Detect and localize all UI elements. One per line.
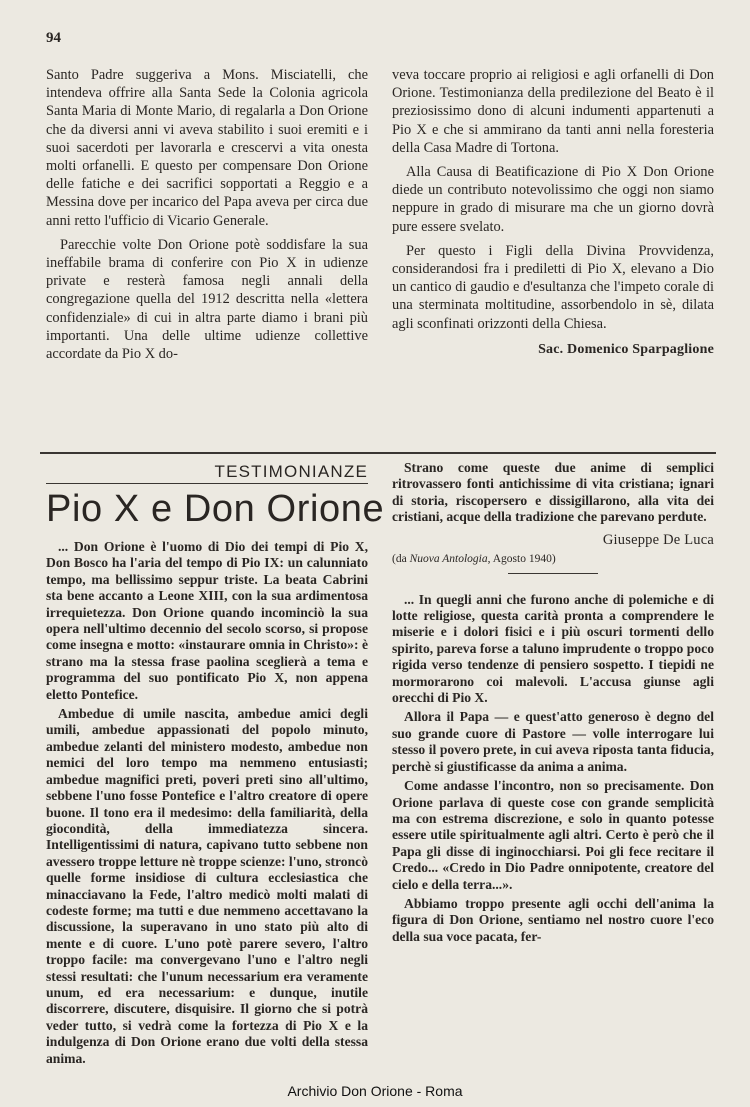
source-suffix: , Agosto 1940) xyxy=(487,552,556,565)
top-left-paragraph: Santo Padre suggeriva a Mons. Misciatelli, che intendeva offrire alla Santa Sede la Colonia agricola Santa Maria di Monte Mario, di regalarla a Don Orione che da diversi anni vi aveva stabilito i suoi eremiti e i suoi sacerdoti per lavorarla e crescervi a vita onesta molti orfanelli. E questo per compensare Don Orione delle fatiche e dei sacrifici sopportati a Reggio e a Messina dove per incarico del Papa aveva per circa due anni retto l'ufficio di Vicario Generale. xyxy=(46,67,368,229)
testimonianze-paragraph: ... Don Orione è l'uomo di Dio dei tempi di Pio X, Don Bosco ha l'aria del tempo di Pio IX: un calunniato tempo, ma bellissimo seppur triste. La beata Cabrini sta bene accanto a Leone XIII, con la sua ardimentosa irrequietezza. Don Orione quando incominciò la sua opera nell'ultimo decennio del secolo scorso, si propose come insegna e motto: «instaurare omnia in Christo»: è strano ma la stessa frase paolina sceglierà a tema e programma del suo pontificato Pio X, non appena eletto Pontefice. xyxy=(46,539,368,702)
source-title: Nuova Antologia xyxy=(409,552,488,565)
author-signature: Sac. Domenico Sparpaglione xyxy=(538,341,714,357)
continuation-paragraph: Allora il Papa — e quest'atto generoso è degno del suo grande cuore di Pastore — volle interrogare lui stesso il povero prete, in cui aveva riposta tanta fiducia, perchè si giustificasse da anima a anima. xyxy=(392,709,714,774)
top-right-paragraph: veva toccare proprio ai religiosi e agli orfanelli di Don Orione. Testimonianza della predilezione del Beato è il preziosissimo dono di alcuni indumenti appartenuti a Pio X e che si ammirano da tanti anni nella foresteria della Casa Madre di Tortona. xyxy=(392,67,714,156)
archive-footer: Archivio Don Orione - Roma xyxy=(287,1083,463,1099)
top-article xyxy=(46,66,714,369)
testimonianze-paragraph: Ambedue di umile nascita, ambedue amici degli umili, ambedue appassionati del popolo minuto, ambedue zelanti del ministero modesto, ambedue non nemici del loro tempo ma nemmeno entusiasti; ambedue magnifici preti, poveri preti sino all'ultimo, sebbene l'uno fosse Pontefice e l'altro creatore di opere buone. Il tono era il medesimo: della familiarità, della giocondità, della immediatezza sincera. Intelligentissimi di natura, capivano tutto sebbene non avessero troppe letture nè troppe scienze: l'uno, stroncò quelle forme insidiose di cultura ecclesiastica che minacciavano la Fede, l'altro medicò molti malati di codeste forme; ma tutti e due nemmeno accettavano la discussione, la superavano in uno stato più alto di mente e di cuore. L'uno potè parere severo, l'altro troppo facile: ma convergevano l'uno e l'altro negli stessi resultati: che l'unum necessarium era veramente unum, ed era necessarium: e dunque, inutile discorrere, discutere, disquisire. Il giorno che si potrà veder tutto, si vedrà come la fortezza di Pio X e la indulgenza di Don Orione erano due volti della stessa anima. xyxy=(46,706,368,1066)
page-number: 94 xyxy=(46,30,61,46)
top-article-right-column xyxy=(392,66,714,369)
continuation-paragraph: ... In quegli anni che furono anche di polemiche e di lotte religiose, questa carità pronta a comprendere le miserie e i dolori fisici e i più oscuri tormenti dello spirito, pareva forse a taluno imprudente o troppo poco rigida verso tendenze di pensiero sospetto. I tiepidi ne mormorarono coi malevoli. L'accusa giunse agli orecchi di Pio X. xyxy=(392,591,714,706)
top-left-paragraph: Parecchie volte Don Orione potè soddisfare la sua ineffabile brama di conferire con Pio X in udienze private e resterà famosa negli annali della congregazione quella del 1912 descritta nella «lettera confidenziale» di cui in altra parte diamo i brani più importanti. Una delle ultime udienze collettive accordate da Pio X do- xyxy=(46,236,368,363)
section-rubric: TESTIMONIANZE xyxy=(46,462,368,484)
section-divider xyxy=(40,452,716,454)
quote-signature: Giuseppe De Luca xyxy=(602,531,714,548)
article-title: Pio X e Don Orione xyxy=(46,488,385,530)
continuation-text xyxy=(392,592,714,946)
short-divider xyxy=(508,573,598,574)
top-right-paragraph: Per questo i Figli della Divina Provvidenza, considerandosi fra i prediletti di Pio X, elevano a Dio un cantico di gaudio e d'esultanza che l'impeto corale di una sterminata moltitudine, assorbendolo in sè, dilata agli sconfinati orizzonti della Chiesa. xyxy=(392,242,714,332)
top-article-left-column xyxy=(46,66,368,369)
top-right-paragraph: Alla Causa di Beatificazione di Pio X Don Orione diede un contributo notevolissimo che oggi non siamo neppure in grado di misurare ma che un giorno dovrà pure essere svelato. xyxy=(392,164,714,235)
continuation-paragraph: Come andasse l'incontro, non so precisamente. Don Orione parlava di queste cose con grande semplicità ma con estrema discrezione, e solo in quanto potesse essere utile spiritualmente agli altri. Certo è però che il Papa gli disse di inginocchiarsi. Poi gli fece recitare il Credo... «Credo in Dio Padre onnipotente, creatore del cielo e della terra...». xyxy=(392,778,714,892)
source-prefix: (da xyxy=(392,552,410,565)
testimonianze-left-text xyxy=(46,539,368,1067)
source-citation xyxy=(392,553,714,565)
testimonianze-right-text xyxy=(392,460,714,526)
continuation-paragraph: Abbiamo troppo presente agli occhi dell'anima la figura di Don Orione, sentiamo nel nostro cuore l'eco della sua voce pacata, fer- xyxy=(392,895,714,944)
testimonianze-right-column xyxy=(392,460,714,1070)
testimonianze-section xyxy=(46,460,714,1070)
testimonianze-paragraph: Strano come queste due anime di semplici ritrovassero fonti antichissime di vita cristiana; ignari di storia, riscopersero e dissigillarono, alla vita dei cristiani, acque della tradizione che parevano perdute. xyxy=(392,460,714,525)
testimonianze-left-column xyxy=(46,460,385,1070)
